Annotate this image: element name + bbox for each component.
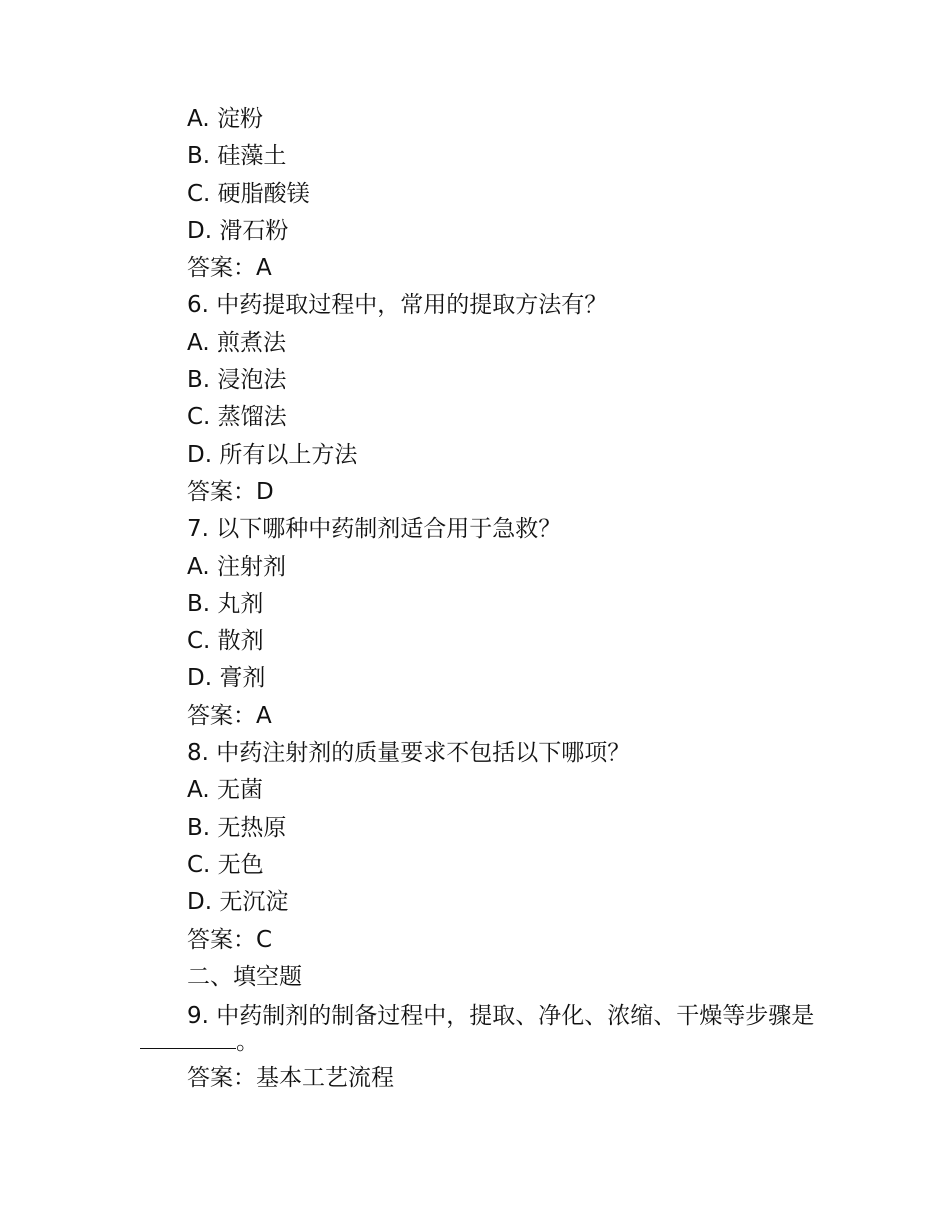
- q9-blank: [140, 1028, 236, 1049]
- q7-option-b: B. 丸剂: [187, 590, 264, 617]
- q6-option-c: C. 蒸馏法: [187, 404, 287, 431]
- q7-question: 7. 以下哪种中药制剂适合用于急救？: [187, 516, 562, 543]
- q9-answer: 答案：基本工艺流程: [187, 1065, 394, 1092]
- q9-question-end: 。: [236, 1029, 259, 1056]
- q5-option-a: A. 淀粉: [187, 106, 263, 132]
- q8-answer: 答案：C: [187, 926, 273, 953]
- q5-answer: 答案：A: [187, 255, 272, 282]
- q8-option-c: C. 无色: [187, 851, 264, 878]
- q8-option-b: B. 无热原: [187, 814, 287, 841]
- q9-question: [140, 1004, 820, 1054]
- q8-option-d: D. 无沉淀: [187, 889, 289, 916]
- q8-option-a: A. 无菌: [187, 777, 263, 804]
- document-content: [187, 101, 827, 1097]
- q8-question: 8. 中药注射剂的质量要求不包括以下哪项？: [187, 740, 631, 767]
- q9-question-text: 9. 中药制剂的制备过程中，提取、净化、浓缩、干燥等步骤是: [187, 1003, 815, 1030]
- q5-option-b: B. 硅藻土: [187, 143, 287, 170]
- q7-option-a: A. 注射剂: [187, 553, 286, 580]
- q5-option-c: C. 硬脂酸镁: [187, 180, 310, 207]
- q6-option-b: B. 浸泡法: [187, 367, 287, 394]
- q6-option-d: D. 所有以上方法: [187, 441, 358, 468]
- q7-answer: 答案：A: [187, 702, 272, 729]
- section-heading-fill-in: 二、填空题: [187, 963, 302, 990]
- q7-option-c: C. 散剂: [187, 628, 264, 655]
- q6-option-a: A. 煎煮法: [187, 329, 286, 356]
- q6-answer: 答案：D: [187, 478, 274, 505]
- q7-option-d: D. 膏剂: [187, 665, 266, 692]
- q5-option-d: D. 滑石粉: [187, 217, 289, 244]
- q6-question: 6. 中药提取过程中，常用的提取方法有？: [187, 292, 608, 319]
